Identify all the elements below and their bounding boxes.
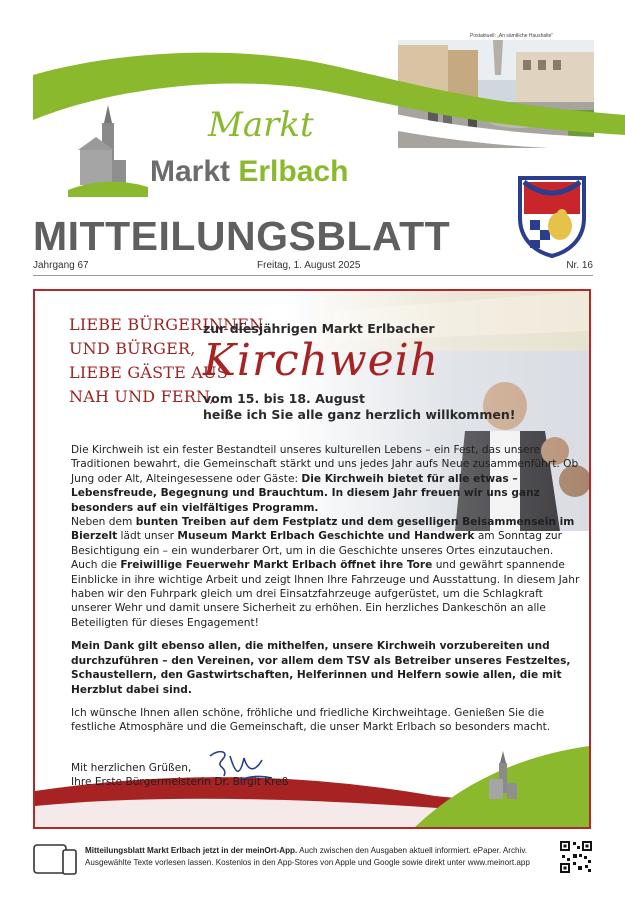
masthead-title: MITTEILUNGSBLATT <box>33 213 451 259</box>
text: und gewährt spannende Einblicke in ihre wichtige Arbeit und zeigt Ihnen Ihre Fahrzeuge und Ausstattung. In diesem Jahr haben wir den Fuhrpark gleich um drei Einsatzfahrzeuge aufgerüstet, um die Schlagkraft unserer Wehr und damit unsere Sicherheit zu erhöhen. Ein herzliches Dankeschön an alle Beteiligten für dieses Engagement! <box>71 559 580 629</box>
greeting-line: NAH UND FERN, <box>69 387 215 406</box>
text: Neben dem <box>71 516 136 529</box>
paragraph-3: Ich wünsche Ihnen allen schöne, fröhliche und friedliche Kirchweihtage. Genießen Sie die festliche Atmosphäre und die Gemeinschaft, die unser Markt Erlbach so besonders macht. <box>71 706 551 734</box>
closing <box>71 761 288 789</box>
issue-meta-row <box>33 259 593 276</box>
kirchweih-headline: Kirchweih <box>203 335 440 386</box>
footer-bold: Mitteilungsblatt Markt Erlbach jetzt in der meinOrt-App. <box>85 846 298 855</box>
text-bold: Mein Dank gilt ebenso allen, die mithelfen, unsere Kirchweih vorzubereiten und durchzuführen – den Vereinen, vor allem dem TSV als Betreiber unseres Festzeltes, Schaustellern, den Gastwirtschaften, Helferinnen und Helfern sowie allen, die mit Herzblut dabei sind. <box>71 640 571 696</box>
municipality-logo <box>68 105 358 205</box>
greeting-line: LIEBE GÄSTE AUS <box>69 363 228 382</box>
paragraph-2 <box>71 639 581 697</box>
logo-text-markt: Markt <box>150 155 231 188</box>
paragraph-1 <box>71 443 581 630</box>
jahrgang: Jahrgang 67 <box>33 260 89 271</box>
text: Die Kirchweih ist ein fester Bestandteil unseres kulturellen Lebens – ein Fest, das unsere Traditionen bewahrt, die Gemeinschaft stärkt und uns jedes Jahr aufs Neue zusammenführt. Ob Jung oder Alt, Alteingesessene oder Gäste: <box>71 444 579 485</box>
footer-rest: Auch zwischen den Ausgaben aktuell informiert. ePaper. Archiv. Ausgewählte Texte vorlesen lassen. Kostenlos in den App-Stores von Apple und Google sowie direkt unter www.meinort.app <box>85 846 530 867</box>
text: Auch die <box>71 559 121 572</box>
text-bold: bunten Treiben auf dem Festplatz und dem geselligen Beisammensein im Bierzelt <box>71 516 575 543</box>
greeting-line: LIEBE BÜRGERINNEN <box>69 315 264 334</box>
issue-date: Freitag, 1. August 2025 <box>257 260 361 271</box>
text-bold: Die Kirchweih bietet für alle etwas – Lebensfreude, Begegnung und Brauchtum. In diesem Jahr freuen wir uns ganz besonders auf ein vielfältiges Programm. <box>71 472 540 514</box>
text: am Sonntag zur Besichtigung ein – ein wunderbarer Ort, um in die Geschichte unseres Ortes einzutauchen. <box>71 530 563 557</box>
issue-number: Nr. 16 <box>566 260 593 271</box>
closing-greeting: Mit herzlichen Grüßen, <box>71 762 192 774</box>
kirchweih-letter-card <box>33 289 591 829</box>
footer-text <box>85 845 555 869</box>
greeting-line: UND BÜRGER, <box>69 339 196 358</box>
church-logo-icon <box>483 751 523 813</box>
closing-name: Ihre Erste Bürgermeisterin Dr. Birgit Kreß <box>71 776 289 788</box>
dates-line: vom 15. bis 18. August <box>203 391 365 406</box>
logo-text-erlbach: Erlbach <box>238 155 349 188</box>
letter-body <box>71 443 581 744</box>
logo-script: Markt <box>208 105 314 145</box>
dates-block <box>203 391 515 423</box>
app-footer <box>33 842 593 882</box>
text-bold: Freiwillige Feuerwehr Markt Erlbach öffnet ihre Tore <box>120 559 433 572</box>
phone-tablet-icon <box>33 844 77 876</box>
text-bold: Museum Markt Erlbach Geschichte und Handwerk <box>177 530 475 543</box>
welcome-line: heiße ich Sie alle ganz herzlich willkommen! <box>203 407 516 422</box>
text: lädt unser <box>117 530 178 543</box>
crest-icon <box>516 174 588 258</box>
church-logo-icon <box>68 105 148 205</box>
qr-code-icon[interactable] <box>559 840 593 874</box>
lead-line: zur diesjährigen Markt Erlbacher <box>203 321 435 336</box>
post-note: Postaktuell: „An sämtliche Haushalte“ <box>470 33 554 39</box>
